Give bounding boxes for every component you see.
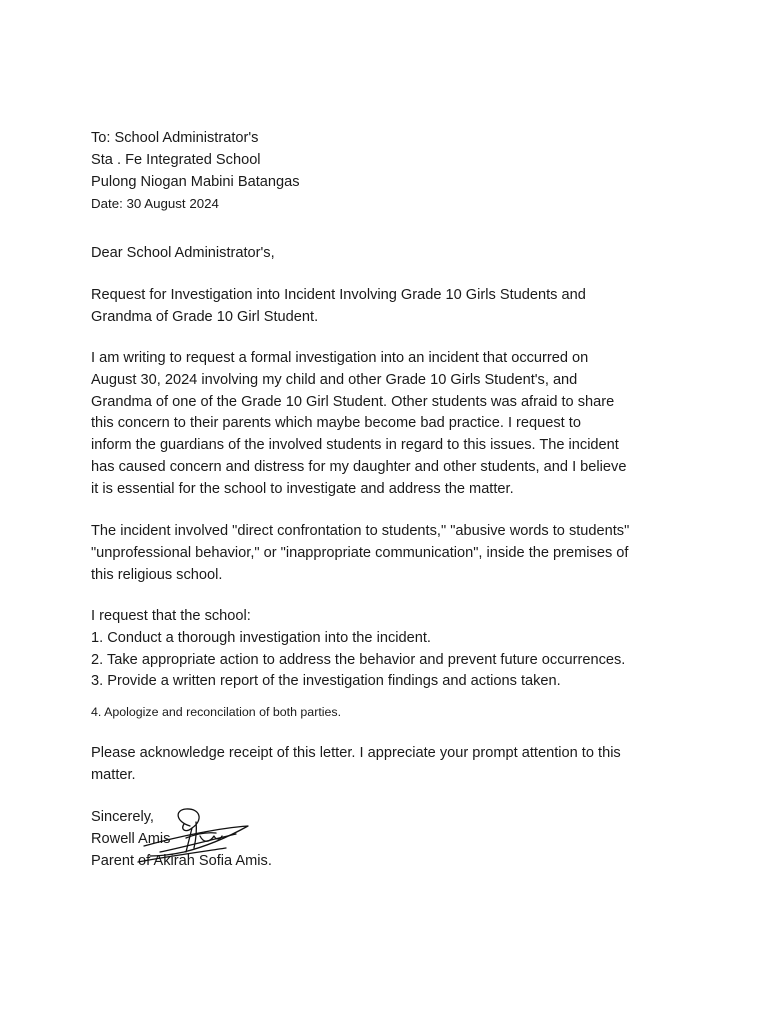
letter-date: Date: 30 August 2024	[91, 196, 219, 212]
paragraph-line: has caused concern and distress for my daughter and other students, and I believe	[91, 458, 627, 475]
address-block	[91, 128, 711, 215]
body-paragraph-1	[91, 348, 711, 501]
paragraph-line: Grandma of one of the Grade 10 Girl Student. Other students was afraid to share	[91, 393, 615, 410]
request-intro: I request that the school:	[91, 608, 251, 624]
list-item: 3. Provide a written report of the investigation findings and actions taken.	[91, 673, 561, 690]
signer-name: Rowell Amis	[91, 830, 171, 847]
school-name: Sta . Fe Integrated School	[91, 151, 261, 168]
school-address: Pulong Niogan Mabini Batangas	[91, 173, 300, 190]
request-list	[91, 606, 711, 693]
paragraph-line: matter.	[91, 766, 136, 783]
closing-paragraph	[91, 743, 711, 787]
paragraph-line: inform the guardians of the involved students in regard to this issues. The incident	[91, 437, 619, 454]
salutation-block	[91, 243, 711, 265]
paragraph-line: I am writing to request a formal investigation into an incident that occurred on	[91, 350, 589, 366]
paragraph-line: this concern to their parents which maybe become bad practice. I request to	[91, 415, 581, 432]
closing-word: Sincerely,	[91, 809, 154, 825]
list-item: 4. Apologize and reconcilation of both parties.	[91, 705, 342, 719]
paragraph-line: "unprofessional behavior," or "inappropriate communication", inside the premises of	[91, 544, 629, 561]
signoff-block	[91, 807, 711, 872]
body-paragraph-2	[91, 521, 711, 586]
paragraph-line: Please acknowledge receipt of this letter. I appreciate your prompt attention to this	[91, 745, 621, 761]
recipient-line: To: School Administrator's	[91, 130, 259, 146]
subject-line: Request for Investigation into Incident Involving Grade 10 Girls Students and	[91, 287, 586, 303]
subject-block	[91, 285, 711, 329]
paragraph-line: this religious school.	[91, 566, 223, 583]
signer-relation: Parent of Akirah Sofia Amis.	[91, 852, 272, 869]
paragraph-line: it is essential for the school to investigate and address the matter.	[91, 480, 514, 497]
request-item-4-block	[91, 702, 711, 724]
paragraph-line: August 30, 2024 involving my child and other Grade 10 Girls Student's, and	[91, 371, 578, 388]
list-item: 1. Conduct a thorough investigation into the incident.	[91, 629, 431, 646]
paragraph-line: The incident involved "direct confrontation to students," "abusive words to students"	[91, 523, 630, 539]
list-item: 2. Take appropriate action to address the behavior and prevent future occurrences.	[91, 651, 626, 668]
subject-line: Grandma of Grade 10 Girl Student.	[91, 308, 319, 325]
salutation: Dear School Administrator's,	[91, 245, 275, 261]
